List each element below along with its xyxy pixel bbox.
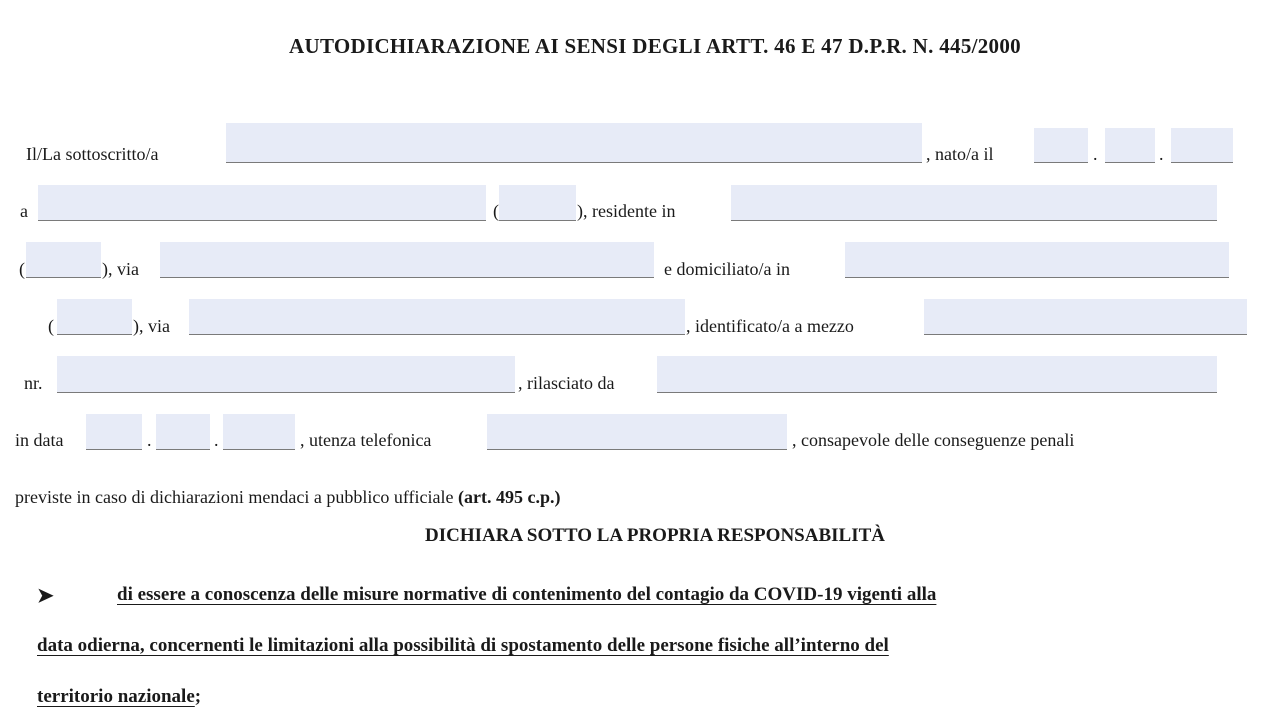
label-nato-il: , nato/a il xyxy=(926,144,994,164)
document-title: AUTODICHIARAZIONE AI SENSI DEGLI ARTT. 46 E 47 D.P.R. N. 445/2000 xyxy=(289,34,1021,58)
paren-open: ( xyxy=(493,201,499,221)
nome-field[interactable] xyxy=(226,123,922,163)
declaration-line-3 xyxy=(37,686,201,708)
label-a: a xyxy=(20,201,28,221)
label-sottoscritto: Il/La sottoscritto/a xyxy=(26,144,159,164)
rilascio-anno-field[interactable] xyxy=(223,414,295,450)
previste-text: previste in caso di dichiarazioni mendaci a pubblico ufficiale xyxy=(15,487,454,507)
comune-residenza-field[interactable] xyxy=(731,185,1217,221)
paren-open: ( xyxy=(48,316,54,336)
articolo-text: (art. 495 c.p.) xyxy=(458,487,561,507)
separator-dot: . xyxy=(147,430,152,450)
label-utenza: , utenza telefonica xyxy=(300,430,432,450)
declaration-line-2: data odierna, concernenti le limitazioni alla possibilità di spostamento delle persone fisiche all’interno del xyxy=(37,635,889,656)
prov-residenza-field[interactable] xyxy=(26,242,101,278)
label-previste xyxy=(15,486,561,508)
declaration-line-3-text: territorio nazionale xyxy=(37,686,195,707)
numero-documento-field[interactable] xyxy=(57,356,515,393)
label-via: ), via xyxy=(102,259,139,279)
label-domiciliato-in: e domiciliato/a in xyxy=(664,259,790,279)
label-in-data: in data xyxy=(15,430,64,450)
via-residenza-field[interactable] xyxy=(160,242,654,278)
label-residente-in: ), residente in xyxy=(577,201,676,221)
bullet-arrow-icon: ➤ xyxy=(37,585,54,607)
label-via: ), via xyxy=(133,316,170,336)
declaration-line-1: di essere a conoscenza delle misure normative di contenimento del contagio da COVID-19 vigenti alla xyxy=(117,584,937,605)
label-nr: nr. xyxy=(24,373,43,393)
rilasciato-da-field[interactable] xyxy=(657,356,1217,393)
label-identificato: , identificato/a a mezzo xyxy=(686,316,854,336)
paren-open: ( xyxy=(19,259,25,279)
label-rilasciato-da: , rilasciato da xyxy=(518,373,615,393)
prov-domicilio-field[interactable] xyxy=(57,299,132,335)
nascita-mese-field[interactable] xyxy=(1105,128,1155,163)
documento-field[interactable] xyxy=(924,299,1247,335)
nascita-giorno-field[interactable] xyxy=(1034,128,1088,163)
via-domicilio-field[interactable] xyxy=(189,299,685,335)
separator-dot: . xyxy=(1159,144,1164,164)
nascita-anno-field[interactable] xyxy=(1171,128,1233,163)
separator-dot: . xyxy=(214,430,219,450)
label-consapevole: , consapevole delle conseguenze penali xyxy=(792,430,1075,450)
declaration-line-3-end: ; xyxy=(194,686,202,707)
section-heading: DICHIARA SOTTO LA PROPRIA RESPONSABILITÀ xyxy=(425,525,885,546)
separator-dot: . xyxy=(1093,144,1098,164)
prov-nascita-field[interactable] xyxy=(499,185,576,221)
luogo-nascita-field[interactable] xyxy=(38,185,486,221)
rilascio-mese-field[interactable] xyxy=(156,414,210,450)
rilascio-giorno-field[interactable] xyxy=(86,414,142,450)
comune-domicilio-field[interactable] xyxy=(845,242,1229,278)
telefono-field[interactable] xyxy=(487,414,787,450)
